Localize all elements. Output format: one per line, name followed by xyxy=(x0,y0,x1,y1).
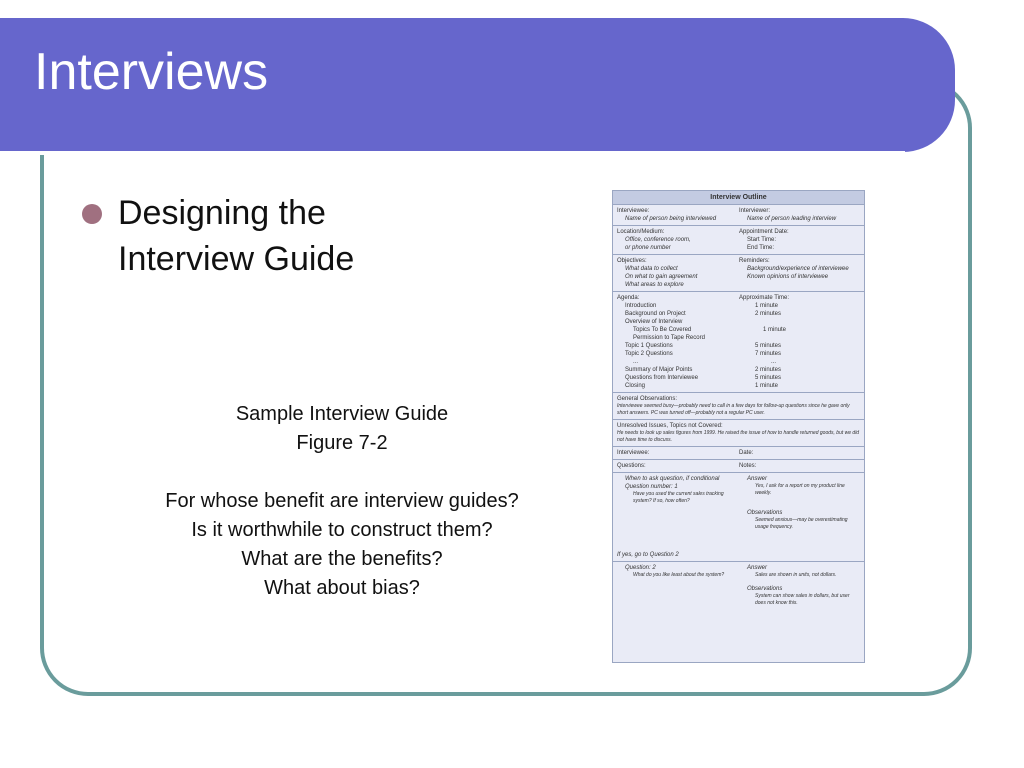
guide-label: Reminders: xyxy=(739,258,770,264)
guide-label: Interviewee: xyxy=(617,208,650,214)
agenda-item: Permission to Tape Record xyxy=(633,335,705,341)
guide-value: Start Time: xyxy=(747,237,777,243)
guide-value: or phone number xyxy=(625,245,671,251)
guide-label: Interviewee: xyxy=(617,450,650,456)
caption-line: Sample Interview Guide xyxy=(235,403,449,425)
agenda-item: Summary of Major Points xyxy=(625,367,693,373)
agenda-item: Topics To Be Covered xyxy=(633,327,692,333)
title-underline xyxy=(0,151,905,155)
guide-value: Question number: 1 xyxy=(625,484,678,490)
guide-label: Objectives: xyxy=(617,258,647,264)
agenda-item: Closing xyxy=(625,383,646,389)
guide-value: Name of person being interviewed xyxy=(625,216,717,222)
guide-value: Background/experience of interviewee xyxy=(747,266,849,272)
guide-label: Questions: xyxy=(617,463,646,469)
caption-line: What are the benefits? xyxy=(241,548,443,570)
guide-value: Observations xyxy=(747,586,783,592)
guide-section-unresolved xyxy=(613,419,864,446)
guide-section-objectives xyxy=(613,254,864,291)
guide-label: General Observations: xyxy=(617,396,678,402)
bullet-text: Designing the Interview Guide xyxy=(118,194,355,278)
guide-label: Notes: xyxy=(739,463,757,469)
guide-label: Location/Medium: xyxy=(617,229,665,235)
guide-value: Answer xyxy=(747,565,768,571)
guide-note: Have you used the current sales tracking system? If so, how often? xyxy=(633,491,724,504)
agenda-item: Topic 1 Questions xyxy=(625,343,673,349)
guide-value: When to ask question, if conditional xyxy=(625,476,720,482)
agenda-item: ... xyxy=(633,359,639,365)
agenda-item: Background on Project xyxy=(625,311,686,317)
guide-note: System can show sales in dollars, but user does not know this. xyxy=(755,593,850,606)
caption-line: Is it worthwhile to construct them? xyxy=(191,519,493,541)
agenda-time: 5 minutes xyxy=(755,375,782,381)
agenda-time xyxy=(755,334,860,342)
caption-line xyxy=(100,458,584,487)
agenda-time: 2 minutes xyxy=(755,367,782,373)
guide-label: Agenda: xyxy=(617,295,640,301)
guide-note: What do you like least about the system? xyxy=(633,572,725,578)
guide-note: Yes, I ask for a report on my product line weekly. xyxy=(755,483,845,496)
guide-section-agenda xyxy=(613,291,864,392)
guide-note: Sales are shown in units, not dollars. xyxy=(755,572,837,578)
guide-section-question-1 xyxy=(613,472,864,561)
guide-section-interviewee-date xyxy=(613,446,864,459)
guide-value: Answer xyxy=(747,476,768,482)
guide-value: End Time: xyxy=(747,245,775,251)
agenda-time: ... xyxy=(771,359,777,365)
guide-value: If yes, go to Question 2 xyxy=(617,552,679,558)
guide-value: Observations xyxy=(747,510,783,516)
guide-label: Interviewer: xyxy=(739,208,771,214)
guide-value: Question: 2 xyxy=(625,565,656,571)
slide-title: Interviews xyxy=(34,43,269,101)
guide-note: He needs to look up sales figures from 1999. He raised the issue of how to handle returned goods, but we did not have time to discuss. xyxy=(617,430,860,443)
agenda-item: Overview of Interview xyxy=(625,319,683,325)
guide-note: Seemed anxious—may be overestimating usage frequency. xyxy=(755,517,848,530)
agenda-time: 1 minute xyxy=(763,327,787,333)
agenda-time: 5 minutes xyxy=(755,343,782,349)
caption-line: Figure 7-2 xyxy=(296,432,388,454)
guide-value: What data to collect xyxy=(625,266,678,272)
agenda-item: Introduction xyxy=(625,303,657,309)
caption-line: For whose benefit are interview guides? xyxy=(165,490,519,512)
guide-section-questions-header xyxy=(613,459,864,472)
bullet-icon xyxy=(82,204,102,224)
agenda-time: 1 minute xyxy=(755,383,779,389)
guide-section-question-2 xyxy=(613,561,864,609)
figure-caption xyxy=(100,400,584,603)
agenda-item: Topic 2 Questions xyxy=(625,351,673,357)
guide-value: What areas to explore xyxy=(625,282,684,288)
guide-label: Appointment Date: xyxy=(739,229,789,235)
agenda-time: 1 minute xyxy=(755,303,779,309)
guide-value: Known opinions of interviewee xyxy=(747,274,829,280)
guide-section-general-observations xyxy=(613,392,864,419)
agenda-time: 2 minutes xyxy=(755,311,782,317)
guide-label: Date: xyxy=(739,450,754,456)
agenda-time xyxy=(747,318,860,326)
guide-header: Interview Outline xyxy=(613,191,864,204)
guide-note: Interviewee seemed busy—probably need to call in a few days for follow-up questions since he gave only short answers. PC was turned off—probably not a regular PC user. xyxy=(617,403,850,416)
interview-guide-figure xyxy=(612,190,865,663)
guide-label: Approximate Time: xyxy=(739,295,790,301)
guide-section-location xyxy=(613,225,864,254)
agenda-time: 7 minutes xyxy=(755,351,782,357)
agenda-item: Questions from Interviewee xyxy=(625,375,699,381)
guide-section-people xyxy=(613,204,864,225)
guide-value: On what to gain agreement xyxy=(625,274,698,280)
guide-value: Name of person leading interview xyxy=(747,216,837,222)
caption-line: What about bias? xyxy=(264,577,420,599)
guide-value: Office, conference room, xyxy=(625,237,691,243)
guide-label: Unresolved Issues, Topics not Covered: xyxy=(617,423,723,429)
